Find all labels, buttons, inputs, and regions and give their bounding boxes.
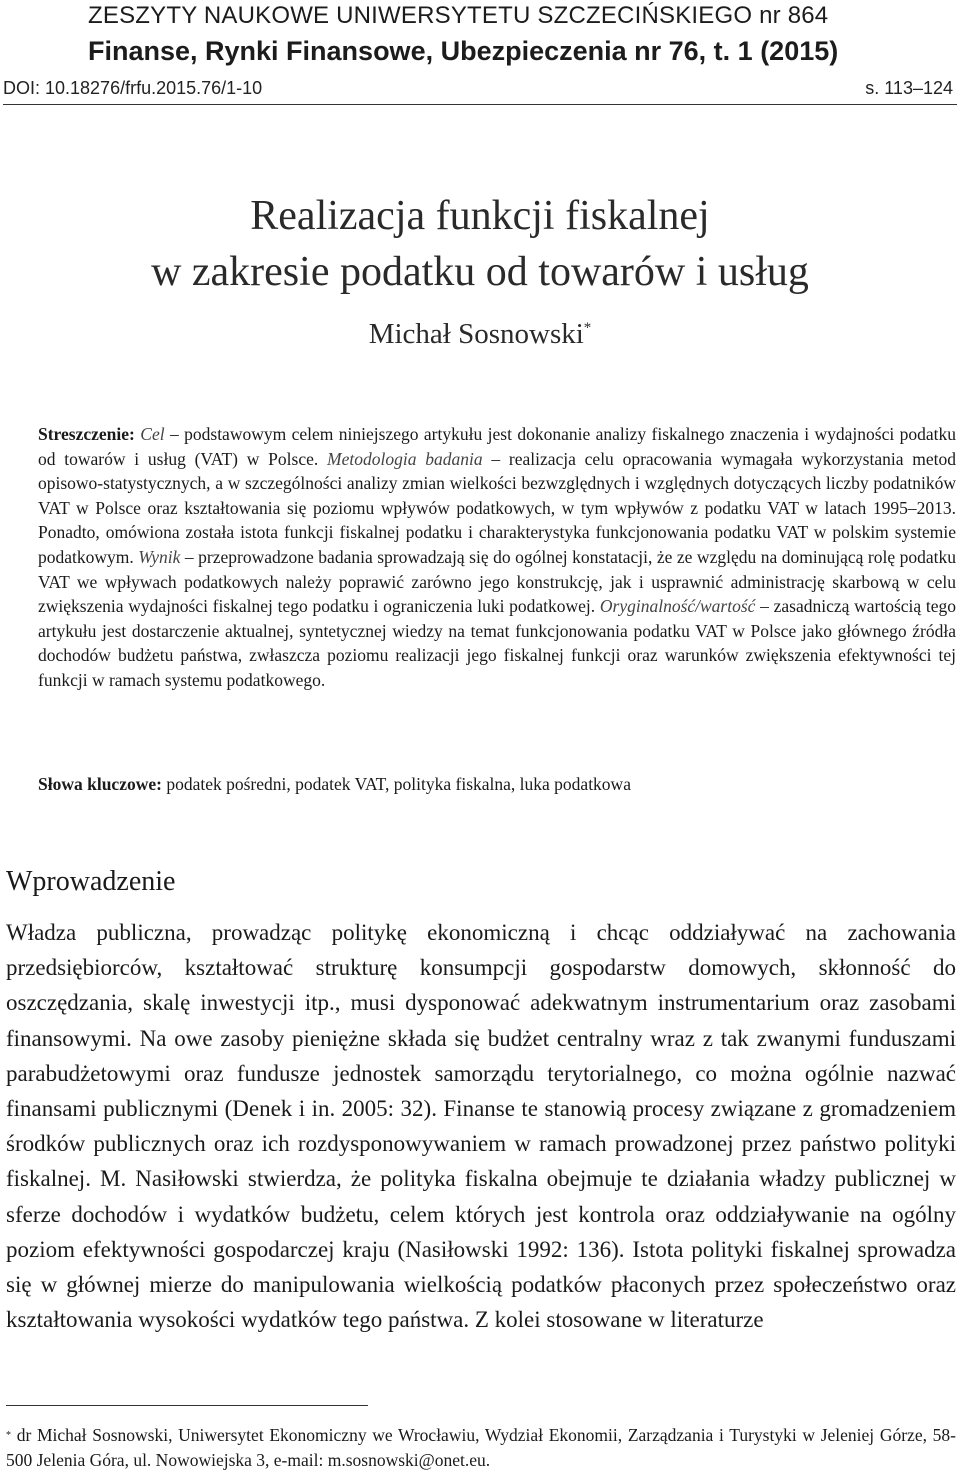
footnote-rule bbox=[6, 1405, 368, 1406]
abstract-cel-text: – podstawowym celem niniejszego artykułu jest dokonanie analizy fiskalnego znaczenia i wydajności podatku od towarów i usług (VAT) w Polsce. bbox=[38, 424, 956, 469]
author-line bbox=[0, 318, 960, 351]
abstract bbox=[38, 422, 956, 693]
intro-paragraph: Władza publiczna, prowadząc politykę ekonomiczną i chcąc oddziaływać na zachowania przedsiębiorców, kształtować strukturę konsumpcji gospodarstw domowych, skłonność do oszczędzania, skalę inwestycji itp., musi dysponować adekwatnym instrumentarium oraz zasobami finansowymi. Na owe zasoby pieniężne składa się budżet centralny wraz z tak zwanymi funduszami parabudżetowymi oraz fundusze jednostek samorządu terytorialnego, co można ogólnie nazwać finansami publicznymi (Denek i in. 2005: 32). Finanse te stanowią procesy związane z gromadzeniem środków publicznych oraz ich rozdysponowywaniem w ramach prowadzonej przez państwo polityki fiskalnej. M. Nasiłowski stwierdza, że polityka fiskalna obejmuje te działania władzy publicznej w sferze dochodów i wydatków budżetu, celem których jest kontrola oraz oddziaływanie na ogólny poziom efektywności gospodarczej kraju (Nasiłowski 1992: 136). Istota polityki fiskalnej sprowadza się w głównej mierze do manipulowania wielkością podatków płaconych przez społeczeństwo oraz kształtowania wysokości wydatków tego państwa. Z kolei stosowane w literaturze bbox=[6, 920, 956, 1333]
keywords bbox=[38, 772, 956, 796]
doi-row bbox=[3, 78, 959, 104]
keywords-text: podatek pośredni, podatek VAT, polityka fiskalna, luka podatkowa bbox=[161, 774, 631, 794]
abstract-metodologia-label: Metodologia badania bbox=[327, 448, 483, 469]
abstract-wynik-text: – przeprowadzone badania sprowadzają się do ogólnej konstatacji, że ze względu na dominującą rolę podatku VAT we wpływach podatkowych należy poprawić zarówno jego konstrukcję, jak i usprawnić administrację skarbową w celu zwiększenia wydajności fiskalnej tego podatku i ograniczenia luki podatkowej. bbox=[38, 546, 956, 617]
journal-issue-title: Finanse, Rynki Finansowe, Ubezpieczenia nr 76, t. 1 (2015) bbox=[88, 36, 839, 66]
abstract-metodologia-text: – realizacja celu opracowania wymagała wykorzystania metod opisowo-statystycznych, a w szczególności analizy zmian wielkości bezwzględnych i względnych dotyczących liczby podatników VAT w Polsce oraz kształtowania się poziomu wpływów podatkowych, w tym wpływów z podatku VAT w latach 1995–2013. Ponadto, omówiona została istota funkcji fiskalnej podatku i charakterystyka funkcjonowania podatku VAT w polskim systemie podatkowym. bbox=[38, 448, 956, 567]
article-title-line1: Realizacja funkcji fiskalnej bbox=[250, 193, 710, 239]
footnote bbox=[6, 1423, 956, 1473]
page-range: s. 113–124 bbox=[865, 78, 953, 98]
header-rule bbox=[3, 104, 957, 105]
author-name: Michał Sosnowski bbox=[368, 318, 584, 350]
keywords-label: Słowa kluczowe: bbox=[38, 774, 162, 794]
author-footnote-mark: * bbox=[583, 320, 592, 336]
abstract-cel-label: Cel bbox=[140, 424, 165, 444]
article-title bbox=[0, 188, 960, 300]
abstract-label: Streszczenie: bbox=[38, 424, 135, 444]
footnote-text: dr Michał Sosnowski, Uniwersytet Ekonomiczny we Wrocławiu, Wydział Ekonomii, Zarządzania i Turystyki w Jeleniej Górze, 58-500 Jelenia Góra, ul. Nowowiejska 3, e-mail: m.sosnowski@onet.eu. bbox=[6, 1425, 956, 1470]
abstract-oryginalnosc-text: – zasadniczą wartością tego artykułu jest dostarczenie aktualnej, syntetycznej wiedzy na temat funkcjonowania podatku VAT w Polsce jako głównego źródła dochodów budżetu państwa, zwłaszcza poziomu realizacji jego fiskalnej funkcji oraz warunków zwiększenia efektywności tej funkcji w ramach systemu podatkowego. bbox=[38, 596, 956, 690]
footnote-mark: * bbox=[6, 1430, 11, 1441]
abstract-oryginalnosc-label: Oryginalność/wartość bbox=[599, 596, 756, 617]
article-title-line2: w zakresie podatku od towarów i usług bbox=[151, 249, 809, 295]
section-heading: Wprowadzenie bbox=[6, 866, 176, 897]
abstract-wynik-label: Wynik bbox=[138, 546, 181, 567]
doi-text: DOI: 10.18276/frfu.2015.76/1-10 bbox=[3, 78, 263, 98]
journal-series-title: ZESZYTY NAUKOWE UNIWERSYTETU SZCZECIŃSKIEGO nr 864 bbox=[88, 2, 829, 29]
